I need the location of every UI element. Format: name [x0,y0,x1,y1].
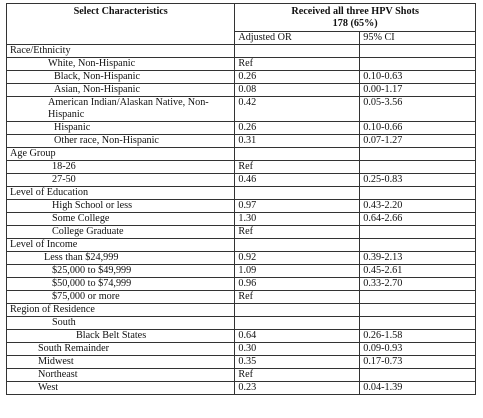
ci-cell [360,239,476,252]
table-row [7,122,476,135]
row-label: Black, Non-Hispanic [7,71,235,84]
header-row [7,4,476,32]
ci-header: 95% CI [360,32,476,45]
adjusted-or-cell: 0.08 [235,84,360,97]
row-label: High School or less [7,200,235,213]
adjusted-or-cell: 0.26 [235,71,360,84]
row-label: Region of Residence [7,304,235,317]
adjusted-or-cell: 0.97 [235,200,360,213]
table-row [7,356,476,369]
ci-cell [360,291,476,304]
ci-cell: 0.45-2.61 [360,265,476,278]
ci-cell: 0.10-0.66 [360,122,476,135]
ci-cell: 0.64-2.66 [360,213,476,226]
adjusted-or-cell: 1.30 [235,213,360,226]
table-row [7,226,476,239]
ci-cell [360,58,476,71]
table-row [7,317,476,330]
table-row [7,382,476,395]
adjusted-or-cell: 0.30 [235,343,360,356]
row-label: Less than $24,999 [7,252,235,265]
table-row [7,84,476,97]
row-label: Other race, Non-Hispanic [7,135,235,148]
ci-cell: 0.33-2.70 [360,278,476,291]
ci-cell [360,187,476,200]
outcome-header-line2: 178 (65%) [332,18,378,29]
ci-cell [360,45,476,58]
row-label: Hispanic [7,122,235,135]
adjusted-or-cell: Ref [235,226,360,239]
row-label: 27-50 [7,174,235,187]
ci-cell: 0.26-1.58 [360,330,476,343]
row-label: White, Non-Hispanic [7,58,235,71]
table-row [7,343,476,356]
row-label: Asian, Non-Hispanic [7,84,235,97]
row-label: Age Group [7,148,235,161]
row-label: $25,000 to $49,999 [7,265,235,278]
table-row [7,97,476,122]
row-label: 18-26 [7,161,235,174]
row-label: College Graduate [7,226,235,239]
table-body [7,45,476,395]
ci-cell [360,369,476,382]
adjusted-or-cell: 0.46 [235,174,360,187]
row-label: Some College [7,213,235,226]
table-row [7,135,476,148]
adjusted-or-cell [235,187,360,200]
ci-cell: 0.17-0.73 [360,356,476,369]
table-row [7,45,476,58]
adjusted-or-cell: 0.23 [235,382,360,395]
row-label: Northeast [7,369,235,382]
adjusted-or-cell: Ref [235,369,360,382]
adjusted-or-cell: Ref [235,161,360,174]
table-row [7,291,476,304]
adjusted-or-cell: 0.64 [235,330,360,343]
ci-cell [360,161,476,174]
adjusted-or-header: Adjusted OR [235,32,360,45]
adjusted-or-cell: Ref [235,291,360,304]
adjusted-or-cell: 0.92 [235,252,360,265]
table-row [7,330,476,343]
hpv-results-table [6,3,476,395]
row-label: $50,000 to $74,999 [7,278,235,291]
ci-cell: 0.05-3.56 [360,97,476,122]
outcome-header-line1: Received all three HPV Shots [291,6,419,17]
ci-cell: 0.00-1.17 [360,84,476,97]
table-row [7,239,476,252]
adjusted-or-cell [235,239,360,252]
adjusted-or-cell: 0.31 [235,135,360,148]
adjusted-or-cell [235,317,360,330]
characteristics-header: Select Characteristics [7,4,235,45]
table-row [7,252,476,265]
ci-cell [360,226,476,239]
ci-cell [360,304,476,317]
row-label: South Remainder [7,343,235,356]
adjusted-or-cell: 0.26 [235,122,360,135]
adjusted-or-cell: 0.42 [235,97,360,122]
ci-cell [360,148,476,161]
table-row [7,265,476,278]
table-row [7,369,476,382]
adjusted-or-cell: Ref [235,58,360,71]
row-label: Race/Ethnicity [7,45,235,58]
ci-cell: 0.10-0.63 [360,71,476,84]
ci-cell: 0.43-2.20 [360,200,476,213]
ci-cell: 0.09-0.93 [360,343,476,356]
row-label: Level of Income [7,239,235,252]
row-label: American Indian/Alaskan Native, Non-Hispanic [7,97,235,122]
table-row [7,71,476,84]
ci-cell: 0.07-1.27 [360,135,476,148]
row-label: Level of Education [7,187,235,200]
adjusted-or-cell [235,45,360,58]
ci-cell: 0.04-1.39 [360,382,476,395]
table-row [7,161,476,174]
table-row [7,304,476,317]
table-header [7,4,476,45]
table-row [7,278,476,291]
table-row [7,213,476,226]
row-label: West [7,382,235,395]
adjusted-or-cell [235,304,360,317]
adjusted-or-cell: 0.35 [235,356,360,369]
ci-cell: 0.25-0.83 [360,174,476,187]
row-label: Midwest [7,356,235,369]
row-label: $75,000 or more [7,291,235,304]
ci-cell: 0.39-2.13 [360,252,476,265]
adjusted-or-cell: 0.96 [235,278,360,291]
table-row [7,187,476,200]
row-label: South [7,317,235,330]
table-row [7,174,476,187]
adjusted-or-cell: 1.09 [235,265,360,278]
outcome-header [235,4,476,32]
ci-cell [360,317,476,330]
table-row [7,148,476,161]
table-row [7,58,476,71]
table-row [7,200,476,213]
adjusted-or-cell [235,148,360,161]
row-label: Black Belt States [7,330,235,343]
